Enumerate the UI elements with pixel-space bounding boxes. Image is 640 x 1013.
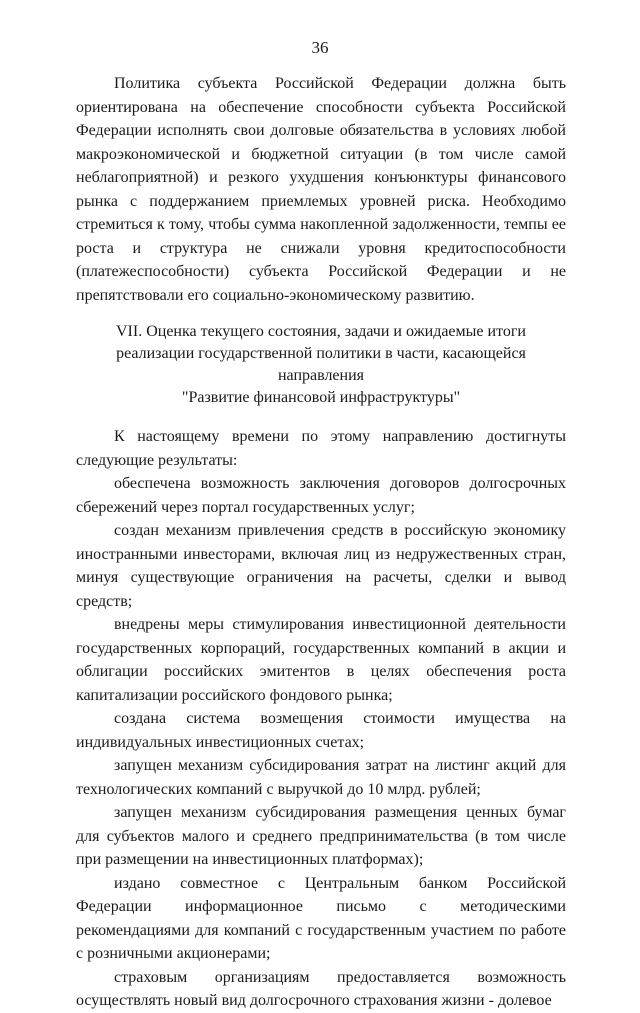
result-item: издано совместное с Центральным банком Российской Федерации информационное письмо с методическими рекомендациями для компаний с государственным участием по работе с розничными акционерами;	[76, 874, 566, 962]
section-heading-line-1: VII. Оценка текущего состояния, задачи и ожидаемые итоги	[116, 323, 526, 340]
result-item: запущен механизм субсидирования затрат на листинг акций для технологических компаний с выручкой до 10 млрд. рублей;	[76, 757, 566, 798]
result-item: внедрены меры стимулирования инвестиционной деятельности государственных корпораций, государственных компаний в акции и облигации российских эмитентов в целях обеспечения роста капитализации российского фондового рынка;	[76, 616, 566, 704]
document-body	[76, 72, 566, 1013]
result-item: обеспечена возможность заключения договоров долгосрочных сбережений через портал государственных услуг;	[76, 475, 566, 516]
page-number: 36	[311, 38, 329, 57]
section-heading-line-2: реализации государственной политики в части, касающейся направления	[116, 345, 526, 384]
section-heading-line-3: "Развитие финансовой инфраструктуры"	[181, 389, 461, 406]
result-item: создана система возмещения стоимости имущества на индивидуальных инвестиционных счетах;	[76, 710, 566, 751]
result-item: создан механизм привлечения средств в российскую экономику иностранными инвесторами, включая лиц из недружественных стран, минуя существующие ограничения на расчеты, сделки и вывод средств;	[76, 522, 566, 610]
result-item: страховым организациям предоставляется возможность осуществлять новый вид долгосрочного страхования жизни - долевое	[76, 968, 566, 1009]
section-heading	[76, 321, 566, 409]
intro-paragraph: Политика субъекта Российской Федерации должна быть ориентирована на обеспечение способности субъекта Российской Федерации исполнять свои долговые обязательства в условиях любой макроэкономической и бюджетной ситуации (в том числе самой неблагоприятной) и резкого ухудшения конъюнктуры финансового рынка с поддержанием приемлемых уровней риска. Необходимо стремиться к тому, чтобы сумма накопленной задолженности, темпы ее роста и структура не снижали уровня кредитоспособности (платежеспособности) субъекта Российской Федерации и не препятствовали его социально-экономическому развитию.	[76, 75, 566, 304]
results-intro-paragraph: К настоящему времени по этому направлению достигнуты следующие результаты:	[76, 428, 566, 469]
result-item: запущен механизм субсидирования размещения ценных бумаг для субъектов малого и среднего предпринимательства (в том числе при размещении на инвестиционных платформах);	[76, 804, 566, 868]
